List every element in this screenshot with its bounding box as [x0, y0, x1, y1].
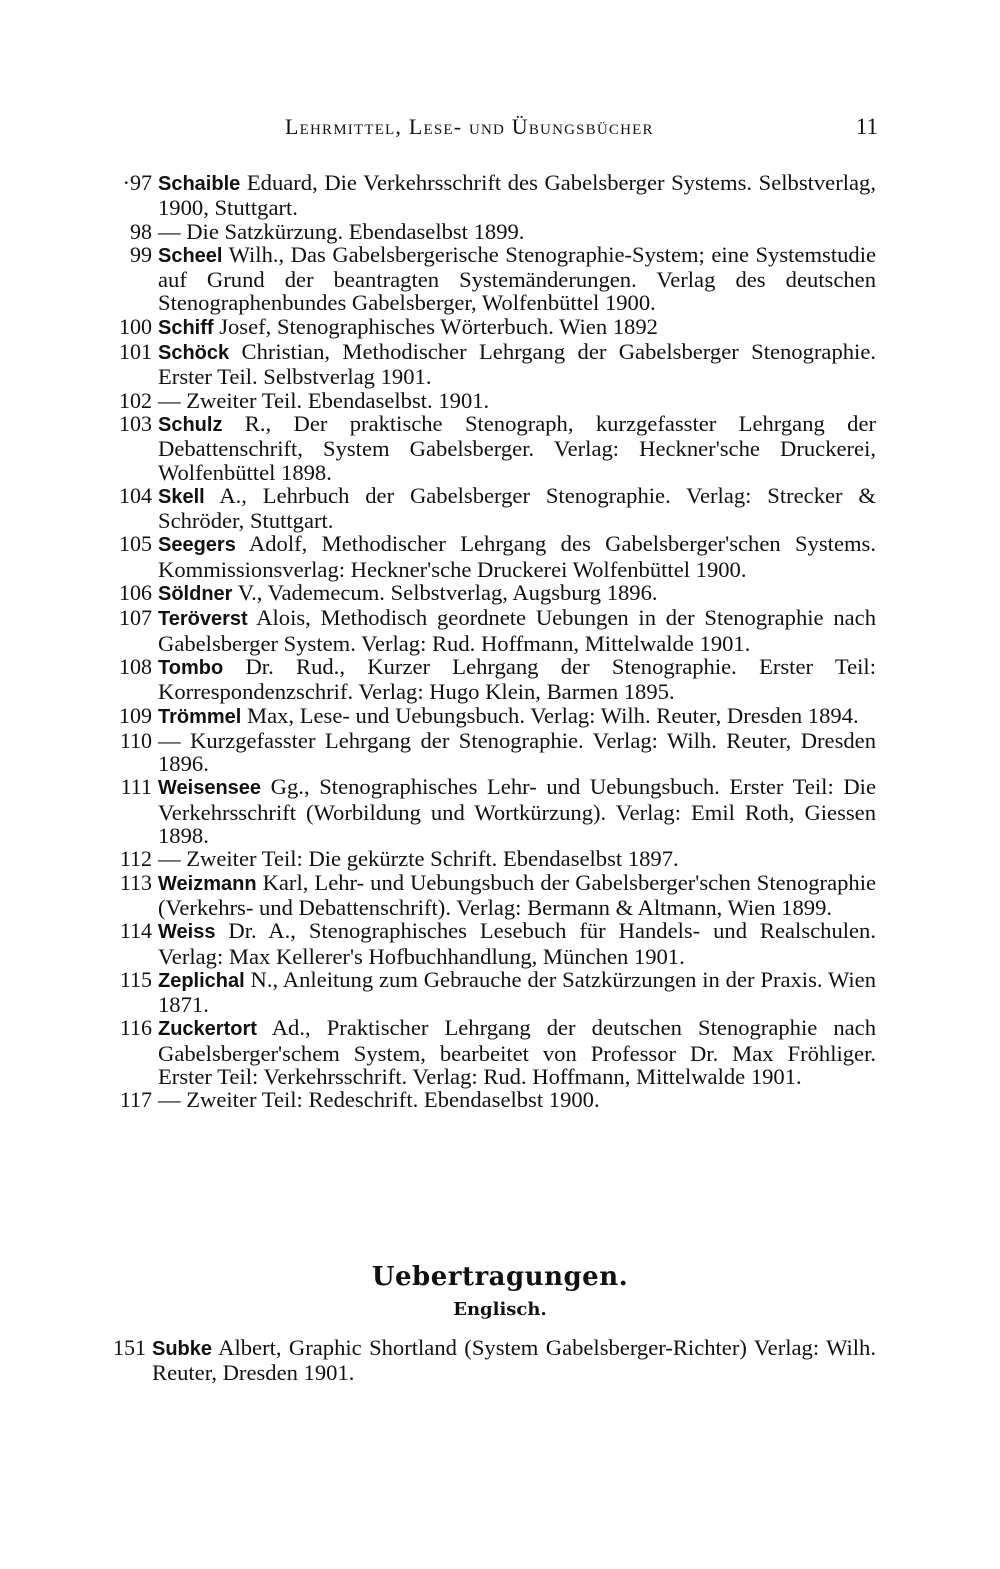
entry-author: Schiff	[158, 316, 214, 339]
entry-number: 105	[119, 531, 152, 557]
bibliography-entry	[0, 606, 876, 655]
page-number: 11	[855, 114, 878, 139]
entry-text: Dr. Rud., Kurzer Lehrgang der Stenographie. Erster Teil: Korrespondenzschrif. Verlag: Hugo Klein, Barmen 1895.	[158, 653, 876, 705]
entry-text: Christian, Methodischer Lehrgang der Gabelsberger Stenographie. Erster Teil. Selbstverlag 1901.	[158, 339, 876, 390]
bibliography-entry	[0, 847, 876, 870]
entry-text: — Zweiter Teil. Ebendaselbst. 1901.	[158, 387, 490, 413]
entry-text: Max, Lese- und Uebungsbuch. Verlag: Wilh. Reuter, Dresden 1894.	[241, 702, 859, 728]
running-header	[0, 114, 1000, 154]
entry-text: Ad., Praktischer Lehrgang der deutschen Stenographie nach Gabelsberger'schem System, bearbeitet von Professor Dr. Max Fröhliger. Erster Teil: Verkehrsschrift. Verlag: Rud. Hoffmann, Mittelwalde 1901.	[158, 1015, 876, 1089]
subsection-title: Englisch.	[453, 1299, 547, 1320]
entry-number: 103	[119, 410, 152, 436]
entry-author: Schaible	[158, 173, 241, 195]
entry-text: Josef, Stenographisches Wörterbuch. Wien 1892	[213, 313, 658, 339]
entry-number: 100	[119, 313, 152, 339]
entry-author: Söldner	[158, 583, 233, 606]
entry-number: 113	[119, 869, 152, 895]
bibliography-entry	[0, 1088, 876, 1111]
entry-author: Tombo	[158, 656, 224, 679]
bibliography-list	[0, 171, 1000, 1112]
entry-text: — Zweiter Teil: Redeschrift. Ebendaselbst 1900.	[158, 1087, 600, 1113]
entry-text: — Die Satzkürzung. Ebendaselbst 1899.	[158, 218, 525, 244]
translations-list	[0, 1336, 1000, 1385]
entry-author: Trömmel	[158, 705, 242, 728]
entry-text: A., Lehrbuch der Gabelsberger Stenographie. Verlag: Strecker & Schröder, Stuttgart.	[158, 482, 876, 534]
bibliography-entry	[0, 171, 876, 220]
entry-number: 99	[130, 241, 152, 267]
entry-number: 114	[119, 918, 152, 944]
entry-number: 106	[119, 580, 152, 606]
entry-text: Gg., Stenographisches Lehr- und Uebungsbuch. Erster Teil: Die Verkehrsschrift (Worbildung und Wortkürzung). Verlag: Emil Roth, Giessen 1898.	[158, 774, 876, 849]
entry-number: ·97	[122, 170, 152, 195]
entry-author: Schöck	[158, 342, 230, 365]
entry-author: Scheel	[158, 244, 223, 267]
bibliography-entry	[0, 775, 876, 847]
entry-author: Subke	[152, 1338, 213, 1360]
entry-text: V., Vademecum. Selbstverlag, Augsburg 1896.	[232, 580, 658, 606]
bibliography-entry	[0, 412, 876, 484]
entry-author: Seegers	[158, 534, 236, 557]
section-title: Uebertragungen.	[371, 1262, 629, 1292]
bibliography-entry	[0, 1016, 876, 1088]
bibliography-entry	[0, 484, 876, 533]
entry-number: 101	[119, 339, 152, 365]
entry-text: Eduard, Die Verkehrsschrift des Gabelsberger Systems. Selbstverlag, 1900, Stuttgart.	[158, 170, 876, 221]
entry-author: Weiss	[158, 921, 216, 944]
bibliography-entry	[0, 340, 876, 389]
entry-text: Adolf, Methodischer Lehrgang des Gabelsberger'schen Systems. Kommissionsverlag: Heckner'sche Druckerei Wolfenbüttel 1900.	[158, 531, 876, 582]
entry-text: N., Anleitung zum Gebrauche der Satzkürzungen in der Praxis. Wien 1871.	[158, 966, 876, 1018]
bibliography-entry	[0, 1336, 876, 1385]
entry-number: 117	[119, 1087, 152, 1113]
entry-author: Zuckertort	[158, 1018, 257, 1041]
entry-number: 115	[119, 966, 152, 992]
entry-text: Dr. A., Stenographisches Lesebuch für Handels- und Realschulen. Verlag: Max Kellerer's Hofbuchhandlung, München 1901.	[158, 918, 876, 969]
entry-number: 110	[119, 727, 152, 753]
bibliography-entry	[0, 389, 876, 412]
entry-author: Weizmann	[158, 872, 257, 895]
entry-author: Teröverst	[158, 608, 248, 631]
entry-text: — Kurzgefasster Lehrgang der Stenographie. Verlag: Wilh. Reuter, Dresden 1896.	[158, 727, 876, 777]
entry-text: Alois, Methodisch geordnete Uebungen in der Stenographie nach Gabelsberger System. Verlag: Rud. Hoffmann, Mittelwalde 1901.	[158, 605, 876, 656]
entry-number: 108	[119, 653, 152, 679]
entry-number: 98	[130, 218, 152, 244]
entry-number: 112	[119, 846, 152, 872]
entry-author: Schulz	[158, 413, 223, 436]
bibliography-entry	[0, 220, 876, 243]
bibliography-entry	[0, 243, 876, 315]
bibliography-entry	[0, 871, 876, 920]
entry-text: Albert, Graphic Shortland (System Gabelsberger-Richter) Verlag: Wilh. Reuter, Dresden 1901.	[152, 1335, 876, 1386]
bibliography-entry	[0, 919, 876, 968]
bibliography-entry	[0, 655, 876, 704]
bibliography-entry	[0, 581, 876, 606]
entry-number: 104	[119, 482, 152, 508]
entry-author: Skell	[158, 485, 205, 508]
bibliography-entry	[0, 704, 876, 729]
entry-author: Zeplichal	[158, 969, 245, 992]
entry-number: 109	[119, 702, 152, 728]
bibliography-entry	[0, 315, 876, 340]
entry-text: Karl, Lehr- und Uebungsbuch der Gabelsberger'schen Stenographie (Verkehrs- und Debattenschrift). Verlag: Bermann & Altmann, Wien 1899.	[158, 869, 876, 920]
entry-text: — Zweiter Teil: Die gekürzte Schrift. Ebendaselbst 1897.	[158, 846, 679, 872]
entry-text: R., Der praktische Stenograph, kurzgefasster Lehrgang der Debattenschrift, System Gabelsberger. Verlag: Heckner'sche Druckerei, Wolfenbüttel 1898.	[158, 410, 876, 485]
header-title: Lehrmittel, Lese- und Übungsbücher	[285, 114, 654, 139]
entry-number: 151	[113, 1335, 146, 1360]
entry-author: Weisensee	[158, 777, 262, 800]
entry-number: 111	[120, 774, 152, 800]
entry-number: 116	[119, 1015, 152, 1041]
bibliography-entry	[0, 968, 876, 1017]
bibliography-entry	[0, 532, 876, 581]
entry-number: 107	[119, 605, 152, 631]
bibliography-entry	[0, 729, 876, 776]
entry-number: 102	[119, 387, 152, 413]
entry-text: Wilh., Das Gabelsbergerische Stenographie-System; eine Systemstudie auf Grund der beantragten Systemänderungen. Verlag des deutschen Stenographenbundes Gabelsberger, Wolfenbüttel 1900.	[158, 241, 876, 316]
